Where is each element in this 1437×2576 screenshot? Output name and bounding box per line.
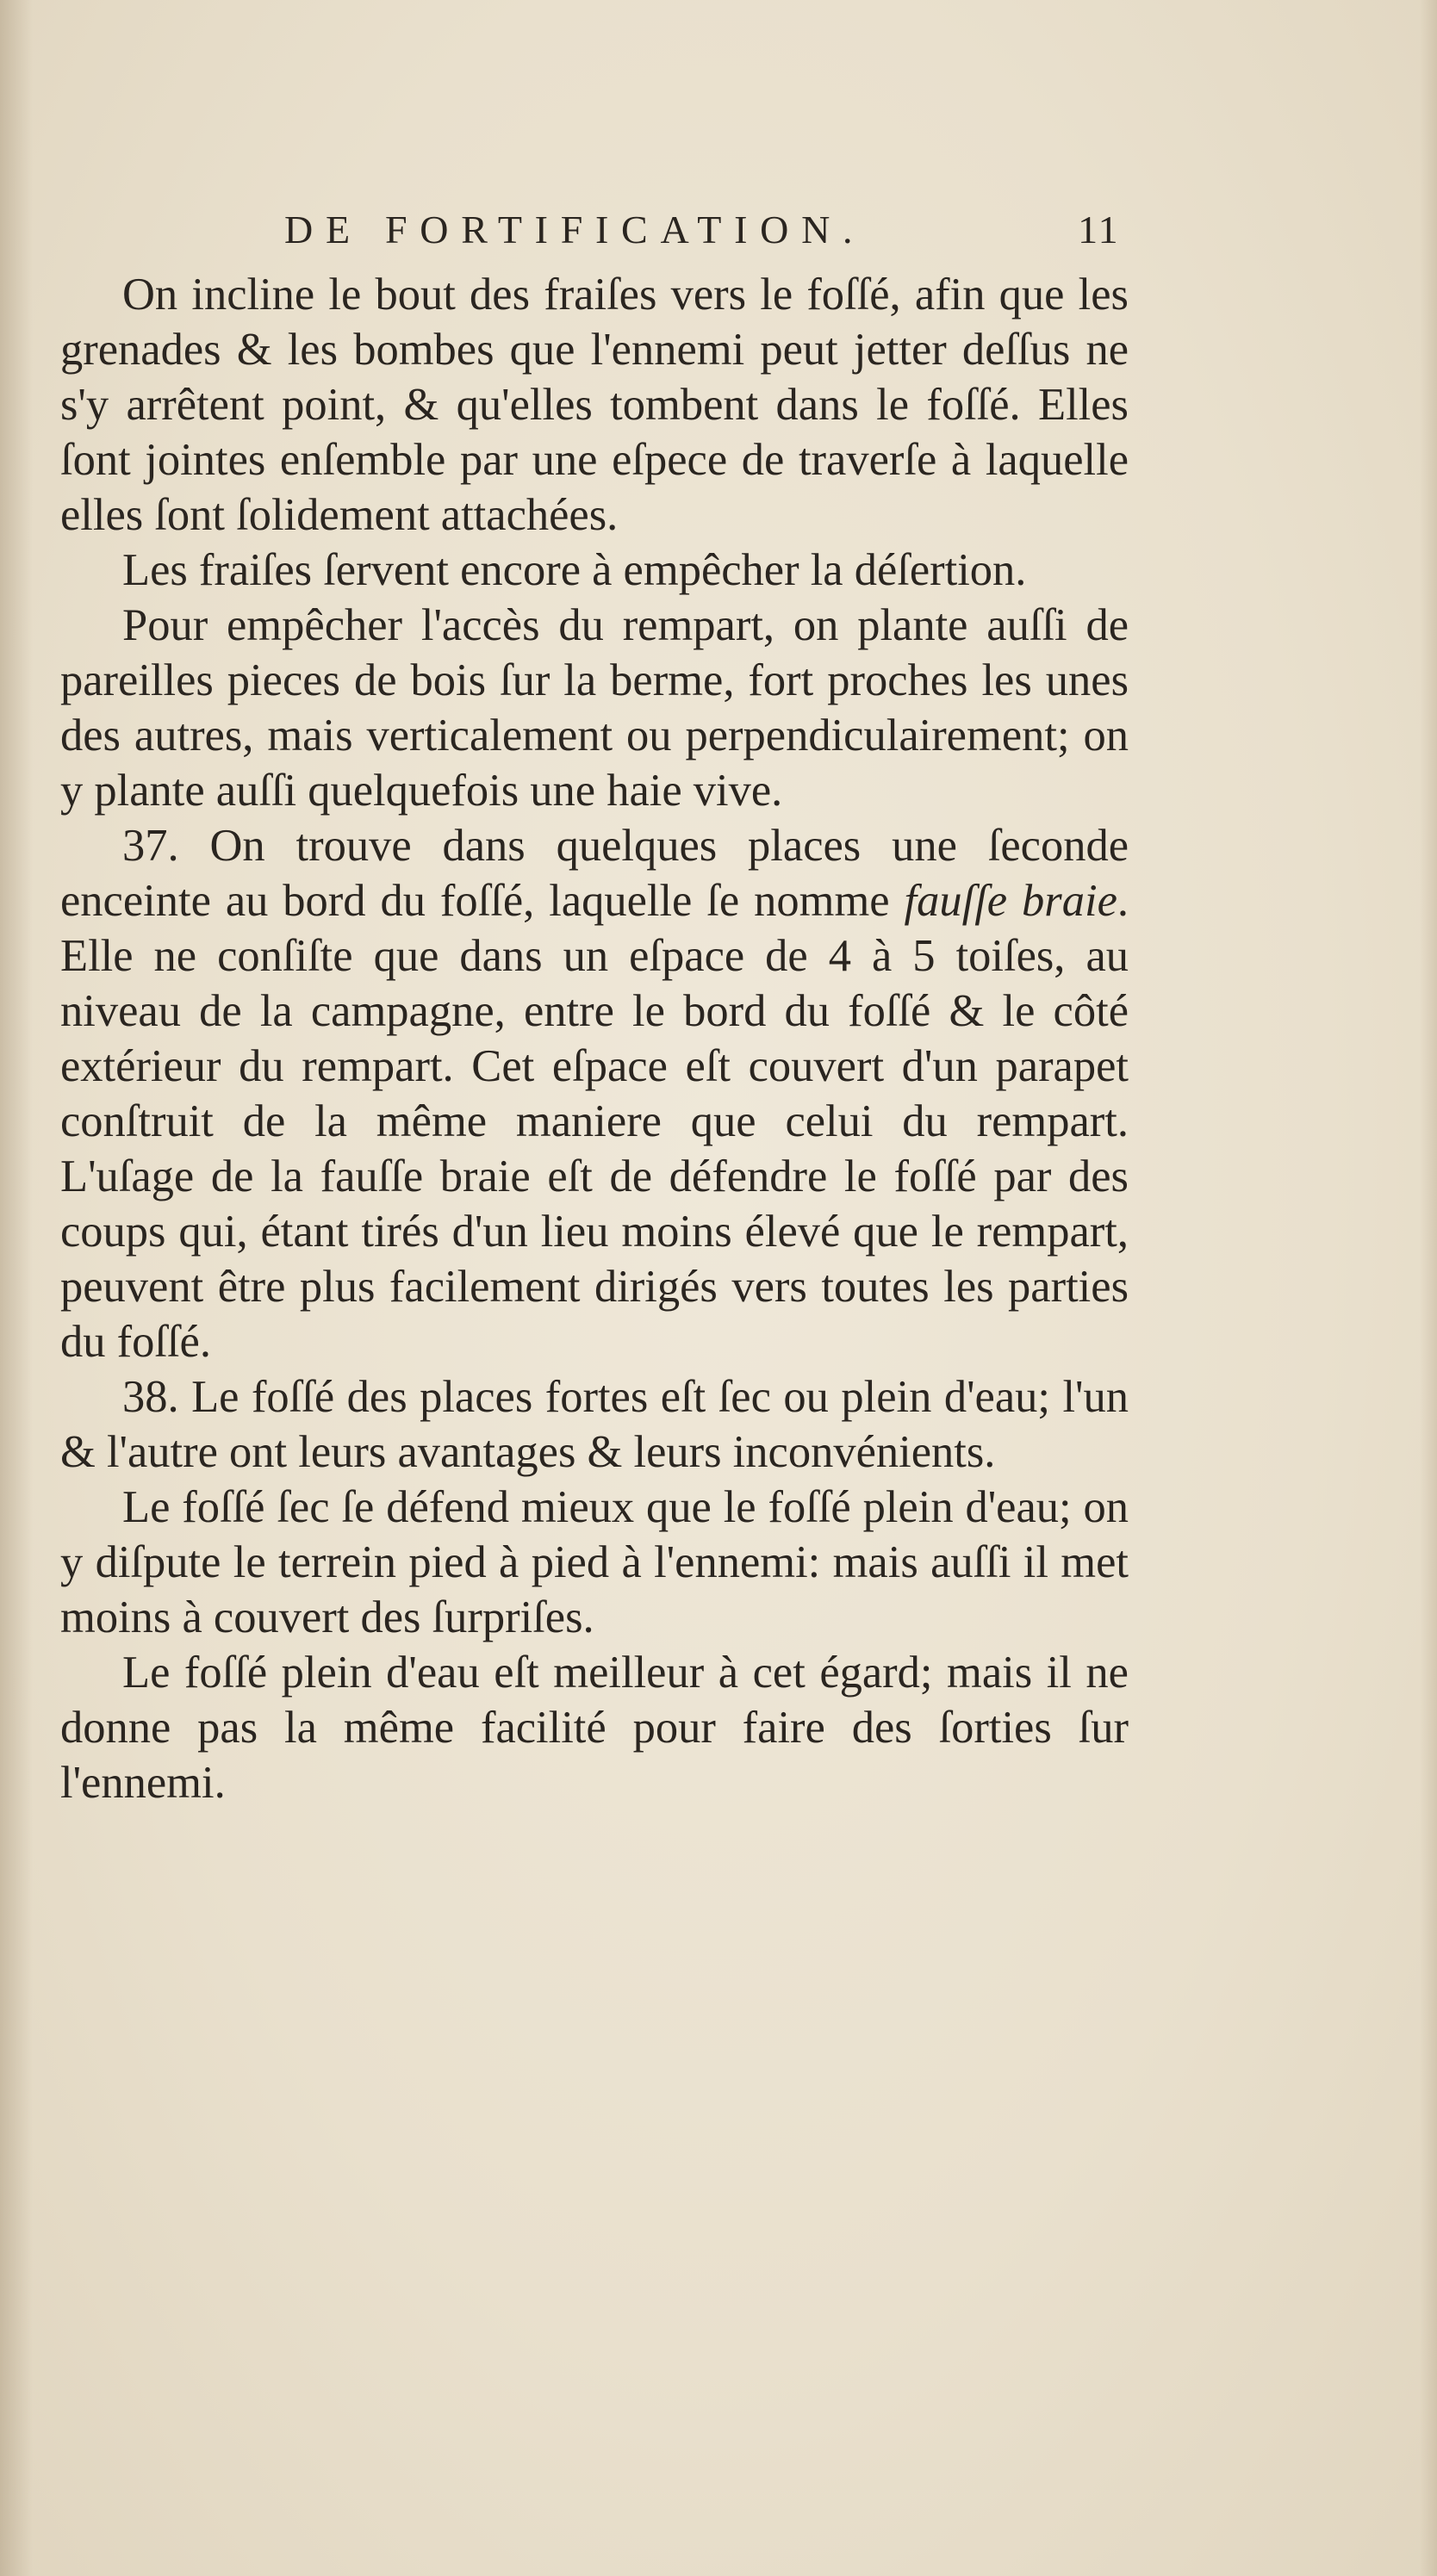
- paragraph-fosse-plein: Le foſſé plein d'eau eſt meilleur à cet égard; mais il ne donne pas la même facilité pour faire des ſorties ſur l'ennemi.: [60, 1648, 1129, 1808]
- paragraph-38-fosse: 38. Le foſſé des places fortes eſt ſec ou plein d'eau; l'un & l'autre ont leurs avantages & leurs inconvénients.: [60, 1372, 1129, 1477]
- paragraph-37-fausse-braie: [60, 818, 1129, 1369]
- term-fausse-braie: fauſſe braie: [904, 876, 1117, 926]
- paragraph-fraises-incline: On incline le bout des fraiſes vers le foſſé, afin que les grenades & les bombes que l'ennemi peut jetter deſſus ne s'y arrêtent point, & qu'elles tombent dans le foſſé. Elles ſont jointes enſemble par une eſpece de traverſe à laquelle elles ſont ſolidement attachées.: [60, 270, 1129, 540]
- running-head: DE FORTIFICATION.: [284, 208, 866, 251]
- paragraph-37-text-before: 37. On trouve dans quelques places une ſeconde enceinte au bord du foſſé, laquelle ſe nomme: [60, 821, 1129, 926]
- page-edge-shadow: [1420, 0, 1437, 2576]
- paragraph-fraises-desertion: Les fraiſes ſervent encore à empêcher la déſertion.: [122, 545, 1027, 595]
- body-text: [60, 267, 1129, 1810]
- gutter-shadow: [0, 0, 33, 2576]
- paragraph-rempart-access: Pour empêcher l'accès du rempart, on plante auſſi de pareilles pieces de bois ſur la berme, fort proches les unes des autres, mais verticalement ou perpendiculairement; on y plante auſſi quelquefois une haie vive.: [60, 600, 1129, 816]
- page-header: [284, 207, 1120, 267]
- paragraph-37-text-after: . Elle ne conſiſte que dans un eſpace de 4 à 5 toiſes, au niveau de la campagne, entre le bord du foſſé & le côté extérieur du rempart. Cet eſpace eſt couvert d'un parapet conſtruit de la même maniere que celui du rempart. L'uſage de la fauſſe braie eſt de défendre le foſſé par des coups qui, étant tirés d'un lieu moins élevé que le rempart, peuvent être plus facilement dirigés vers toutes les parties du foſſé.: [60, 876, 1129, 1367]
- page-number: 11: [1078, 208, 1120, 251]
- paragraph-fosse-sec: Le foſſé ſec ſe défend mieux que le foſſé plein d'eau; on y diſpute le terrein pied à pied à l'ennemi: mais auſſi il met moins à couvert des ſurpriſes.: [60, 1482, 1129, 1642]
